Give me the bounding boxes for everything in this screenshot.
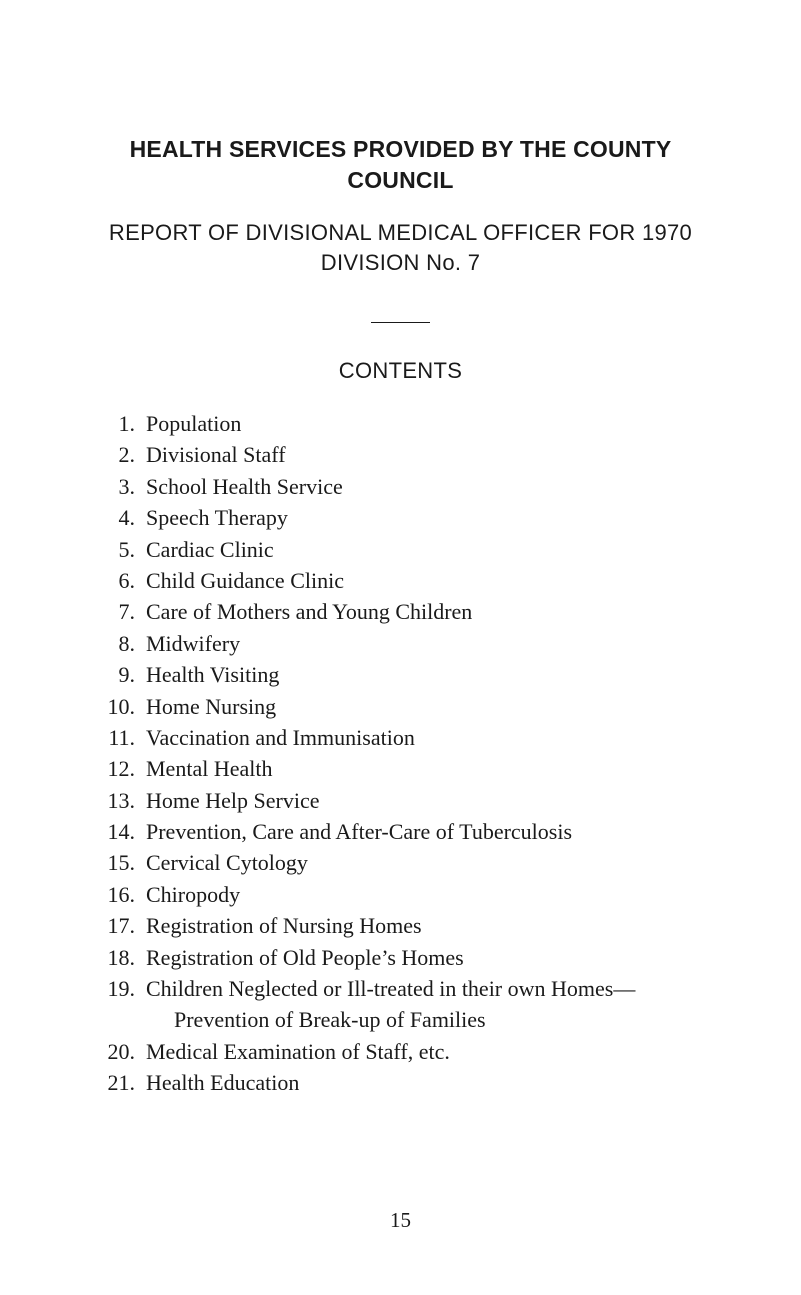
- item-title: Prevention, Care and After-Care of Tuberculosis: [146, 819, 573, 845]
- item-title: School Health Service: [146, 473, 343, 499]
- contents-item: [0, 879, 801, 910]
- item-title: Speech Therapy: [146, 505, 288, 531]
- item-number: 1.: [118, 411, 135, 436]
- contents-item: [0, 785, 801, 816]
- item-number: 10.: [107, 693, 135, 719]
- item-title: Registration of Old People’s Homes: [146, 944, 464, 970]
- contents-item: [0, 847, 801, 878]
- title-line-1: HEALTH SERVICES PROVIDED BY THE COUNTY: [129, 136, 672, 162]
- item-title: Population: [146, 411, 242, 436]
- item-number: 17.: [107, 913, 135, 939]
- contents-item: [0, 753, 801, 784]
- contents-heading: CONTENTS: [338, 358, 463, 383]
- item-title: Children Neglected or Ill-treated in their own Homes—: [146, 976, 636, 1002]
- contents-item: [0, 910, 801, 941]
- item-title: Child Guidance Clinic: [146, 567, 344, 593]
- item-title: Health Education: [146, 1070, 300, 1096]
- item-title: Health Visiting: [146, 662, 280, 688]
- contents-item: [0, 973, 801, 1036]
- item-number: 11.: [108, 724, 135, 750]
- item-title-block: [146, 973, 786, 1036]
- item-title: Cervical Cytology: [146, 850, 308, 876]
- item-title: Home Nursing: [146, 693, 277, 719]
- item-title: Care of Mothers and Young Children: [146, 599, 473, 625]
- item-title: Mental Health: [146, 756, 273, 782]
- item-number: 4.: [118, 505, 135, 531]
- contents-item: [0, 439, 801, 470]
- item-number: 5.: [118, 536, 135, 562]
- item-number: 13.: [107, 787, 135, 813]
- title-line-2: COUNCIL: [347, 167, 454, 193]
- contents-item: [0, 596, 801, 627]
- item-number: 7.: [118, 599, 135, 625]
- item-number: 8.: [118, 630, 135, 656]
- item-number: 3.: [118, 473, 135, 499]
- report-subtitle: [0, 218, 801, 278]
- item-number: 21.: [107, 1070, 135, 1096]
- contents-item: [0, 722, 801, 753]
- item-number: 18.: [107, 944, 135, 970]
- document-title: [0, 134, 801, 196]
- subtitle-line-2: DIVISION No. 7: [320, 250, 481, 275]
- section-divider: [371, 322, 430, 323]
- item-number: 16.: [107, 881, 135, 907]
- contents-item: [0, 1036, 801, 1067]
- contents-item: [0, 691, 801, 722]
- page-number: 15: [390, 1208, 411, 1232]
- item-title: Registration of Nursing Homes: [146, 913, 422, 939]
- item-title: Medical Examination of Staff, etc.: [146, 1038, 450, 1064]
- item-title: Home Help Service: [146, 787, 320, 813]
- contents-item: [0, 502, 801, 533]
- contents-item: [0, 942, 801, 973]
- item-title: Midwifery: [146, 630, 241, 656]
- item-number: 6.: [118, 567, 135, 593]
- contents-list: [0, 408, 801, 1099]
- contents-item: [0, 408, 801, 439]
- item-title: Cardiac Clinic: [146, 536, 274, 562]
- item-title: Divisional Staff: [146, 442, 286, 468]
- item-number: 20.: [107, 1038, 135, 1064]
- contents-item: [0, 565, 801, 596]
- item-title: Vaccination and Immunisation: [146, 724, 415, 750]
- contents-item: [0, 659, 801, 690]
- item-title-continuation: Prevention of Break-up of Families: [174, 1007, 486, 1033]
- contents-item: [0, 1067, 801, 1098]
- item-number: 9.: [118, 662, 135, 688]
- subtitle-line-1: REPORT OF DIVISIONAL MEDICAL OFFICER FOR 1970: [108, 220, 693, 245]
- contents-item: [0, 534, 801, 565]
- item-number: 12.: [107, 756, 135, 782]
- contents-item: [0, 628, 801, 659]
- item-number: 2.: [118, 442, 135, 468]
- item-number: 14.: [107, 819, 135, 845]
- item-number: 15.: [107, 850, 135, 876]
- contents-item: [0, 471, 801, 502]
- item-title: Chiropody: [146, 881, 241, 907]
- contents-item: [0, 816, 801, 847]
- item-number: 19.: [107, 976, 135, 1002]
